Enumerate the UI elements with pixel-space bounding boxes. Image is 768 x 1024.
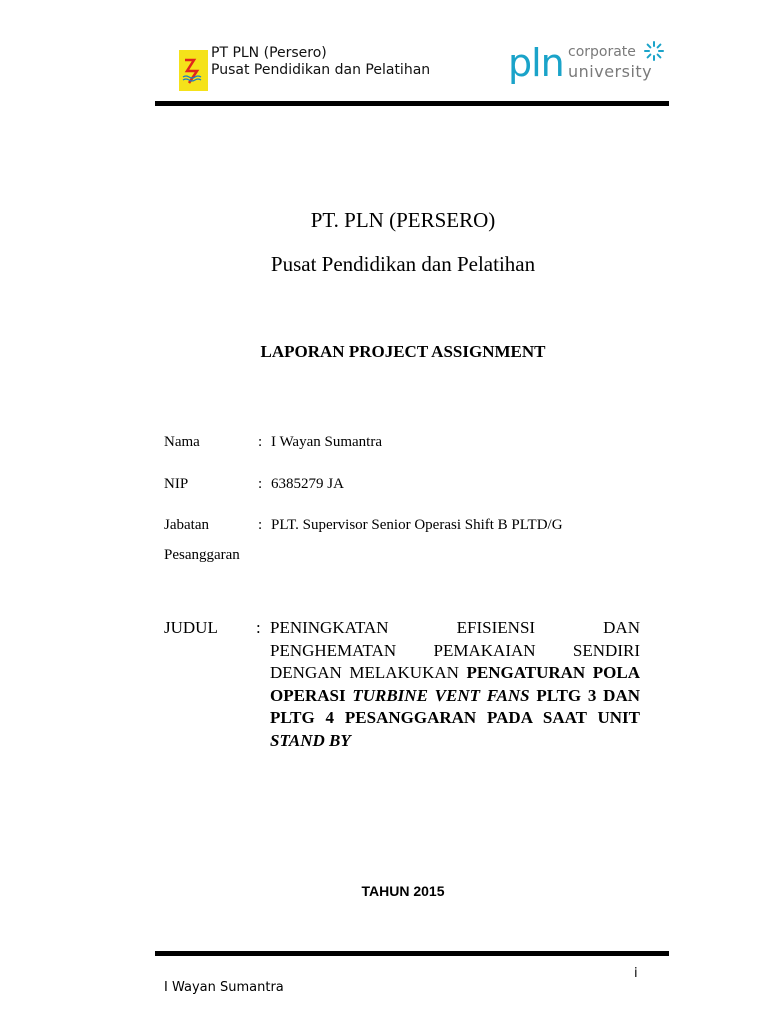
judul-part1: PENINGKATAN EFISIENSI DAN PENGHEMATAN PEMAKAIAN SENDIRI DENGAN MELAKUKAN [270,618,640,682]
header-rule [155,101,669,106]
nama-value: I Wayan Sumantra [271,434,382,450]
jabatan-colon: : [258,517,263,533]
report-title: LAPORAN PROJECT ASSIGNMENT [260,342,546,361]
brand-text: pln [508,41,564,85]
lightning-icon [179,50,208,91]
judul-part3: TURBINE VENT FANS [352,685,530,705]
judul-text [270,617,640,752]
judul-part5: STAND BY [270,730,351,750]
tahun-label: TAHUN 2015 [361,883,445,899]
jabatan-label: Jabatan [164,517,209,533]
brand-sub2: university [568,62,653,81]
pln-logo [179,50,208,91]
nama-colon: : [258,434,263,450]
header-org [211,45,430,79]
judul-label: JUDUL [164,618,218,637]
header-org-line1: PT PLN (Persero) [211,45,327,61]
nip-colon: : [258,476,263,492]
title-line2: Pusat Pendidikan dan Pelatihan [270,252,536,276]
nip-value: 6385279 JA [271,476,344,492]
judul-colon: : [256,618,261,637]
judul-part4: PLTG 3 DAN PLTG 4 PESANGGARAN PADA SAAT UNIT [270,685,640,727]
header-org-line2: Pusat Pendidikan dan Pelatihan [211,62,431,78]
judul-part2: PENGATURAN POLA OPERASI [270,663,640,705]
corporate-university-logo [508,40,668,90]
footer-rule [155,951,669,956]
title-line1: PT. PLN (PERSERO) [310,208,496,232]
sunburst-icon [643,40,665,62]
nip-label: NIP [164,476,189,492]
jabatan-continuation: Pesanggaran [164,547,240,563]
brand-sub1: corporate [568,44,636,60]
footer-author: I Wayan Sumantra [164,980,284,995]
nama-label: Nama [164,434,200,450]
jabatan-value: PLT. Supervisor Senior Operasi Shift B PLTD/G [271,517,563,533]
page-number: i [634,966,638,981]
